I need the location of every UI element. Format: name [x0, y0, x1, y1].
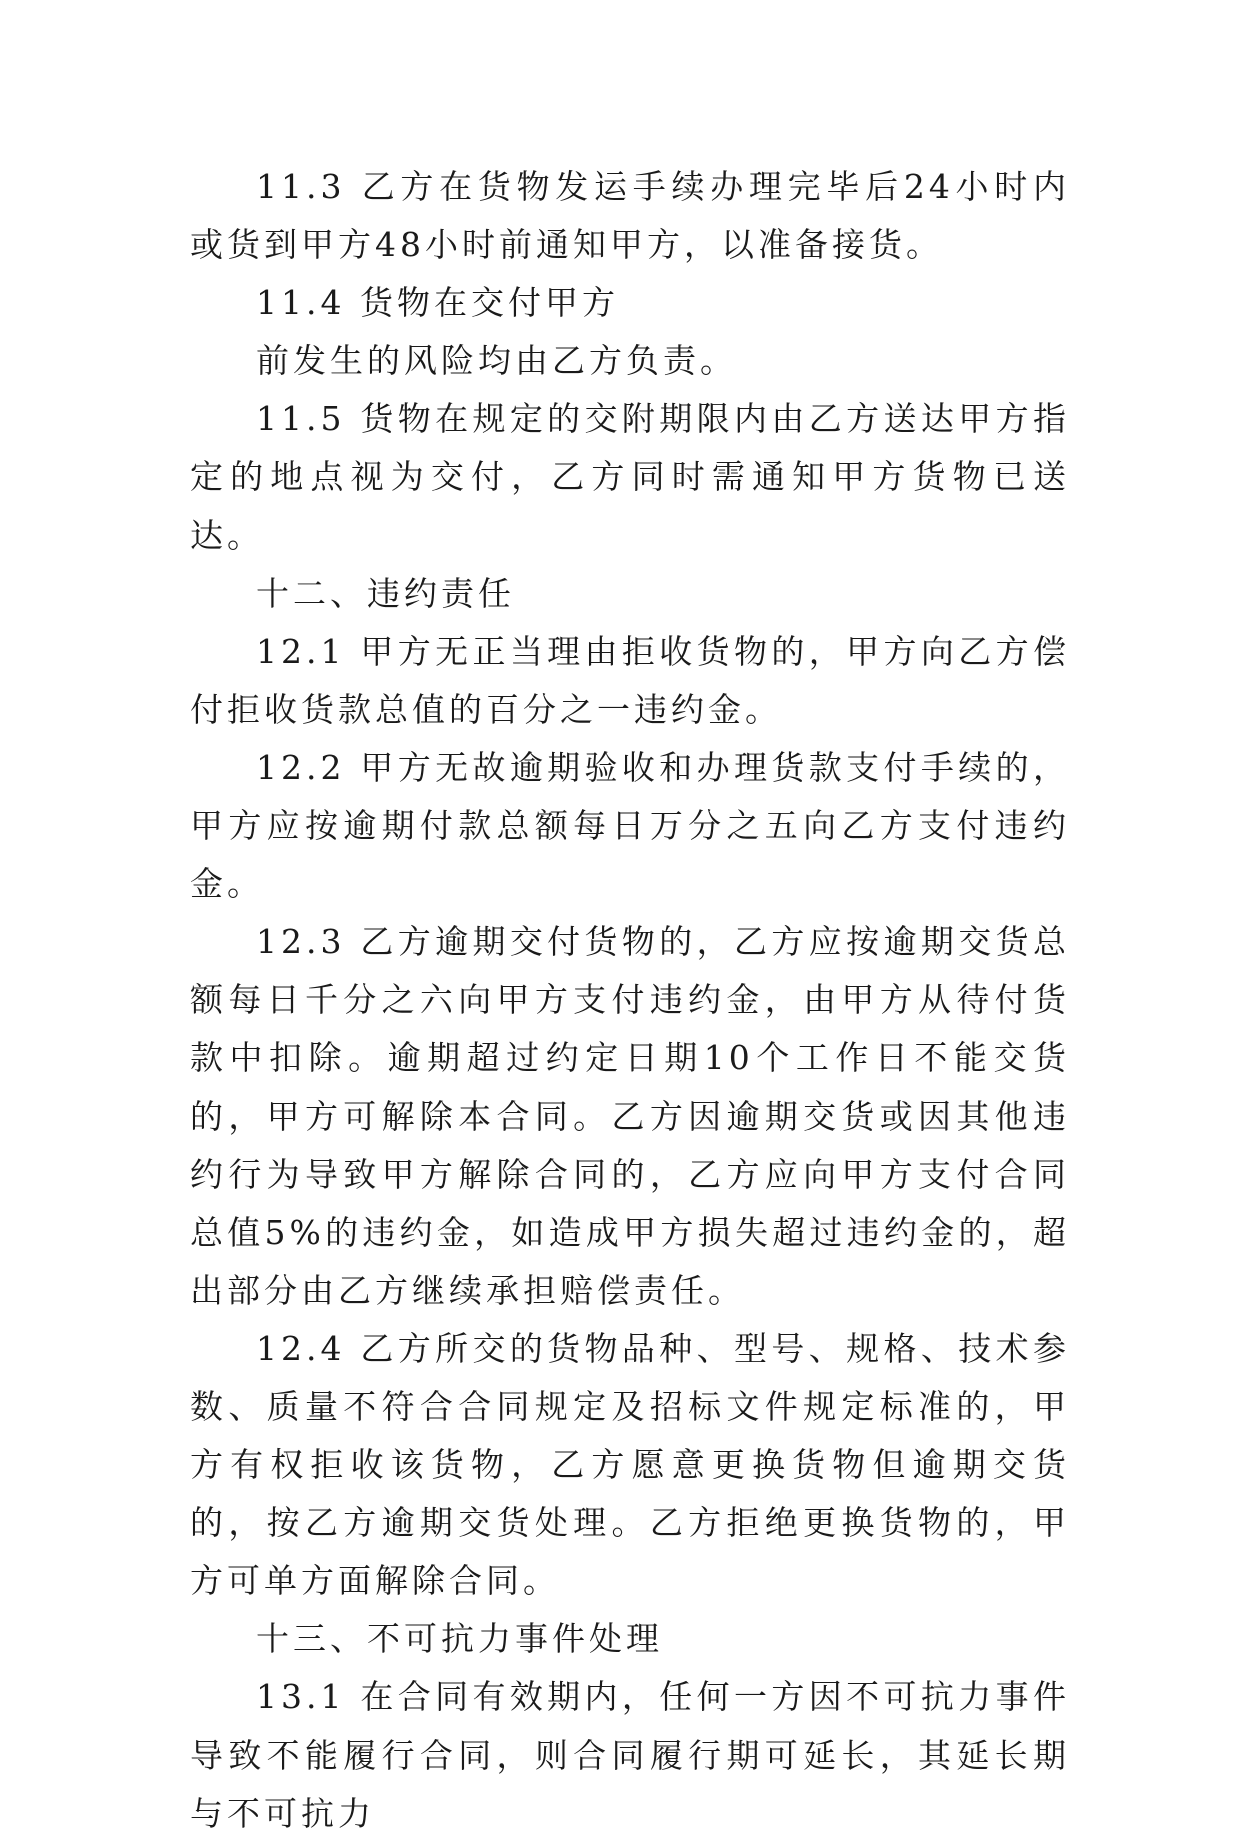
- paragraph: 11.5 货物在规定的交附期限内由乙方送达甲方指定的地点视为交付，乙方同时需通知甲方货物已送达。: [190, 399, 1070, 555]
- paragraph: 前发生的风险均由乙方负责。: [256, 341, 737, 381]
- paragraph: 11.3 乙方在货物发运手续办理完毕后24小时内或货到甲方48小时前通知甲方，以准备接货。: [190, 167, 1070, 265]
- paragraph: 12.4 乙方所交的货物品种、型号、规格、技术参数、质量不符合合同规定及招标文件规定标准的，甲方有权拒收该货物，乙方愿意更换货物但逾期交货的，按乙方逾期交货处理。乙方拒绝更换货物的，甲方可单方面解除合同。: [190, 1328, 1070, 1601]
- paragraph: 12.2 甲方无故逾期验收和办理货款支付手续的，甲方应按逾期付款总额每日万分之五向乙方支付违约金。: [190, 747, 1070, 904]
- paragraph: 11.4 货物在交付甲方: [256, 283, 619, 323]
- document-body: [190, 158, 1070, 1843]
- paragraph: 12.3 乙方逾期交付货物的，乙方应按逾期交货总额每日千分之六向甲方支付违约金，由甲方从待付货款中扣除。逾期超过约定日期10个工作日不能交货的，甲方可解除本合同。乙方因逾期交货或因其他违约行为导致甲方解除合同的，乙方应向甲方支付合同总值5%的违约金，如造成甲方损失超过违约金的，超出部分由乙方继续承担赔偿责任。: [190, 922, 1070, 1310]
- section-heading: 十三、不可抗力事件处理: [256, 1619, 663, 1659]
- section-heading: 十二、违约责任: [256, 573, 515, 613]
- paragraph: 13.1 在合同有效期内，任何一方因不可抗力事件导致不能履行合同，则合同履行期可延长，其延长期与不可抗力: [190, 1677, 1070, 1833]
- paragraph: 12.1 甲方无正当理由拒收货物的，甲方向乙方偿付拒收货款总值的百分之一违约金。: [190, 631, 1070, 729]
